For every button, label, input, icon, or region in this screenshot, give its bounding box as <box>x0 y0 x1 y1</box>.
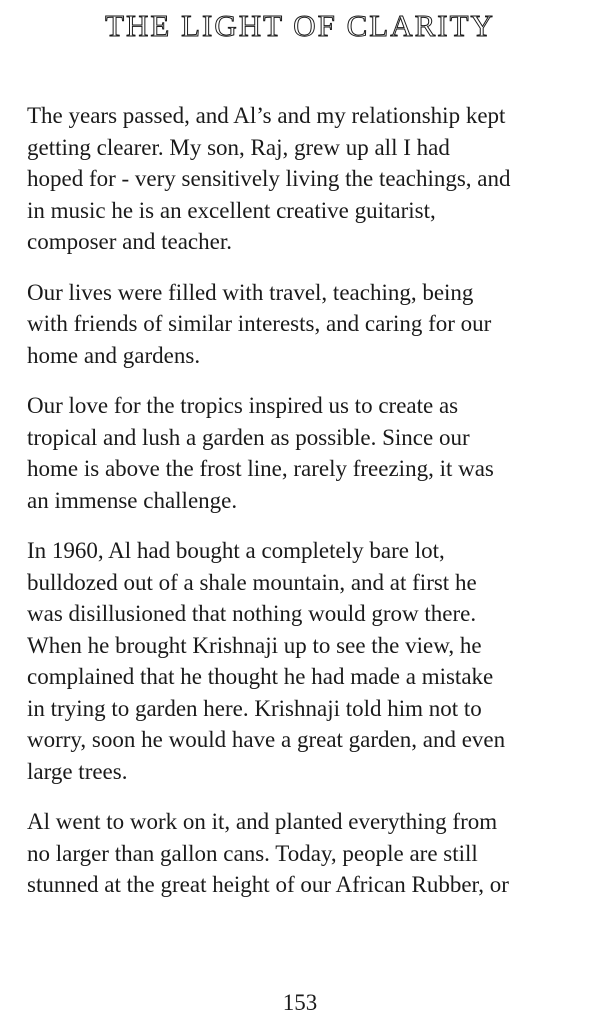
paragraph <box>27 277 582 372</box>
text-line: bulldozed out of a shale mountain, and at first he <box>27 569 477 595</box>
paragraph <box>27 806 582 901</box>
text-line: home and gardens. <box>27 342 201 368</box>
paragraph <box>27 535 582 787</box>
text-line: stunned at the great height of our African Rubber, or <box>27 872 509 897</box>
text-line: with friends of similar interests, and caring for our <box>27 311 492 336</box>
text-line: In 1960, Al had bought a completely bare lot, <box>27 538 445 563</box>
text-line: Our love for the tropics inspired us to create as <box>27 393 459 418</box>
text-line: composer and teacher. <box>27 229 232 254</box>
text-line: large trees. <box>27 758 128 784</box>
text-line: The years passed, and Al’s and my relationship kept <box>27 103 506 128</box>
paragraph <box>27 390 582 516</box>
text-line: hoped for - very sensitively living the teachings, and <box>27 166 511 191</box>
text-line: an immense challenge. <box>27 487 238 513</box>
text-line: worry, soon he would have a great garden, and even <box>27 727 506 752</box>
text-line: Al went to work on it, and planted everything from <box>27 809 498 834</box>
text-line: Our lives were filled with travel, teaching, being <box>27 279 474 305</box>
text-line: getting clearer. My son, Raj, grew up all I had <box>27 134 450 160</box>
text-line: tropical and lush a garden as possible. Since our <box>27 424 470 450</box>
running-head: THE LIGHT OF CLARITY <box>105 8 495 43</box>
text-line: in music he is an excellent creative guitarist, <box>27 197 436 223</box>
text-line: complained that he thought he had made a mistake <box>27 664 494 689</box>
paragraph <box>27 100 582 258</box>
body-text <box>27 100 582 920</box>
text-line: When he brought Krishnaji up to see the view, he <box>27 632 482 658</box>
text-line: was disillusioned that nothing would grow there. <box>27 601 477 626</box>
text-line: no larger than gallon cans. Today, people are still <box>27 840 478 866</box>
page-number: 153 <box>282 990 318 1015</box>
text-line: in trying to garden here. Krishnaji told him not to <box>27 695 482 721</box>
text-line: home is above the frost line, rarely freezing, it was <box>27 456 494 481</box>
